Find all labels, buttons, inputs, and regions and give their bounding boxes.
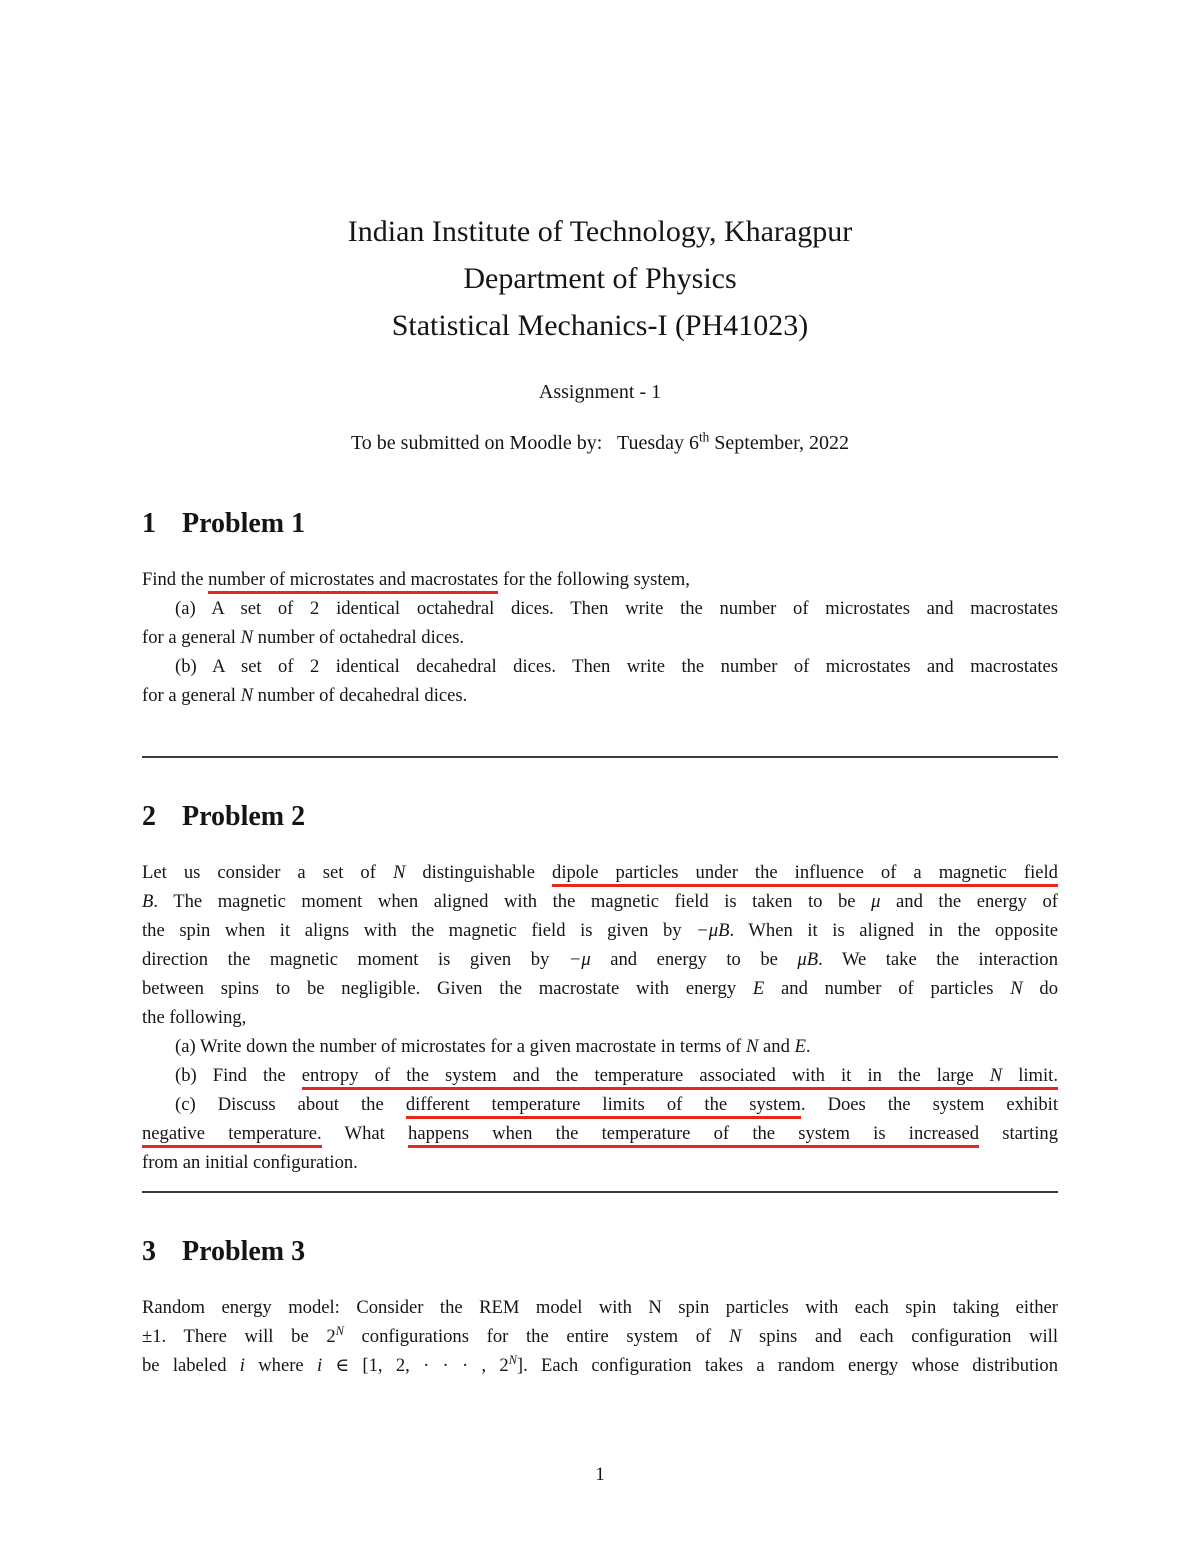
text-run: μ (871, 891, 881, 912)
text-run: and (758, 1036, 795, 1057)
red-underlined-text: dipole particles under the influence of a magnetic field (552, 862, 1058, 887)
text-line (142, 1061, 1058, 1090)
text-line (142, 974, 1058, 1003)
text-run: from an initial configuration. (142, 1152, 358, 1173)
problem-1-body (142, 565, 1058, 710)
document-title-block (142, 208, 1058, 349)
text-run: direction the magnetic moment is given by (142, 949, 569, 970)
text-run: (c) Discuss about the (175, 1094, 406, 1115)
text-run: number of decahedral dices. (253, 685, 468, 706)
text-line (142, 1090, 1058, 1119)
text-run: μB (797, 949, 819, 970)
text-run: N (240, 685, 253, 706)
text-run: (a) A set of 2 identical octahedral dices. Then write the number of microstates and macrostates (175, 598, 1058, 619)
text-run: . (805, 1036, 811, 1057)
text-run: ]. Each configuration takes a random energy whose distribution (516, 1355, 1058, 1376)
red-underlined-text: entropy of the system and the temperature associated with it in the large (302, 1065, 990, 1090)
text-run: (b) Find the (175, 1065, 302, 1086)
red-underlined-text: number of microstates and macrostates (208, 569, 498, 594)
text-run: N (1010, 978, 1023, 999)
text-run: number of octahedral dices. (253, 627, 465, 648)
text-run: E (752, 978, 765, 999)
section-heading-problem-1 (142, 507, 1058, 541)
text-run: for the following system, (498, 569, 690, 590)
text-run: . We take the interaction (818, 949, 1058, 970)
text-run: between spins to be negligible. Given the macrostate with energy (142, 978, 753, 999)
problem-3-body (142, 1293, 1058, 1380)
text-run: N (508, 1352, 517, 1367)
text-run: N (335, 1323, 344, 1338)
text-line (142, 565, 1058, 594)
text-line (142, 1032, 1058, 1061)
text-run: Let us consider a set of (142, 862, 393, 883)
text-line (142, 1148, 1058, 1177)
document-page (142, 0, 1058, 1486)
text-line (142, 1119, 1058, 1148)
text-line (142, 887, 1058, 916)
text-line (142, 623, 1058, 652)
section-heading-problem-3 (142, 1235, 1058, 1269)
text-run: where (244, 1355, 317, 1376)
text-run: N (728, 1326, 742, 1347)
text-run: and the energy of (880, 891, 1058, 912)
section-divider (142, 1191, 1058, 1193)
text-line (142, 858, 1058, 887)
red-underlined-text: N (990, 1065, 1002, 1090)
red-underlined-text: different temperature limits of the system (406, 1094, 801, 1119)
text-line (142, 681, 1058, 710)
title-line-course: Statistical Mechanics-I (PH41023) (391, 309, 809, 342)
red-underlined-text: negative temperature. (142, 1123, 322, 1148)
problem-2-body (142, 858, 1058, 1177)
red-underlined-text: limit. (1002, 1065, 1058, 1090)
section-number: 1 (142, 508, 156, 539)
text-line (142, 1351, 1058, 1380)
section-number: 2 (142, 801, 156, 832)
text-run: Random energy model: Consider the REM model with N spin particles with each spin taking either (142, 1297, 1058, 1318)
text-run: be labeled (142, 1355, 240, 1376)
text-run: and energy to be (590, 949, 798, 970)
text-line (142, 1003, 1058, 1032)
page-number: 1 (595, 1464, 605, 1485)
red-underlined-text: happens when the temperature of the system is increased (408, 1123, 979, 1148)
text-run: i (316, 1355, 323, 1376)
section-heading-problem-2 (142, 800, 1058, 834)
text-line (142, 1293, 1058, 1322)
text-run: and number of particles (764, 978, 1011, 999)
text-run: (b) A set of 2 identical decahedral dices. Then write the number of microstates and macrostates (175, 656, 1058, 677)
section-title: Problem 1 (182, 508, 306, 539)
text-run: for a general (142, 685, 241, 706)
text-line (142, 652, 1058, 681)
text-run: spins and each configuration will (741, 1326, 1058, 1347)
text-run: for a general (142, 627, 241, 648)
section-divider (142, 756, 1058, 758)
section-number: 3 (142, 1236, 156, 1267)
text-run: −μ (568, 949, 591, 970)
text-run: N (240, 627, 253, 648)
text-run: the spin when it aligns with the magnetic field is given by (142, 920, 697, 941)
text-line (142, 1322, 1058, 1351)
text-run: −μB (696, 920, 730, 941)
text-run: What (321, 1123, 409, 1144)
text-run: ±1. There will be 2 (142, 1326, 336, 1347)
assignment-label: Assignment - 1 (538, 381, 662, 403)
title-line-department: Department of Physics (463, 262, 737, 295)
text-run: i (239, 1355, 245, 1376)
text-run: the following, (142, 1007, 247, 1028)
text-run: distinguishable (405, 862, 553, 883)
section-title: Problem 3 (182, 1236, 306, 1267)
text-run: starting (979, 1123, 1058, 1144)
text-run: (a) Write down the number of microstates for a given macrostate in terms of (175, 1036, 746, 1057)
text-run: . Does the system exhibit (800, 1094, 1058, 1115)
text-run: do (1022, 978, 1058, 999)
text-run: configurations for the entire system of (343, 1326, 729, 1347)
text-line (142, 594, 1058, 623)
text-line (142, 916, 1058, 945)
text-run: To be submitted on Moodle by: Tuesday 6 (350, 432, 700, 454)
text-run: . The magnetic moment when aligned with the magnetic field is taken to be (153, 891, 872, 912)
title-line-institute: Indian Institute of Technology, Kharagpur (347, 215, 853, 248)
section-title: Problem 2 (182, 801, 306, 832)
text-run: N (746, 1036, 759, 1057)
text-run: Find the (142, 569, 209, 590)
text-line (142, 945, 1058, 974)
text-run: th (699, 429, 710, 445)
text-run: E (794, 1036, 806, 1057)
text-run: B (142, 891, 154, 912)
text-run: September, 2022 (709, 432, 850, 454)
submission-deadline (142, 429, 1058, 455)
text-run: ∈ [1, 2, · · · , 2 (322, 1355, 509, 1376)
text-run: N (392, 862, 406, 883)
text-run: . When it is aligned in the opposite (729, 920, 1058, 941)
